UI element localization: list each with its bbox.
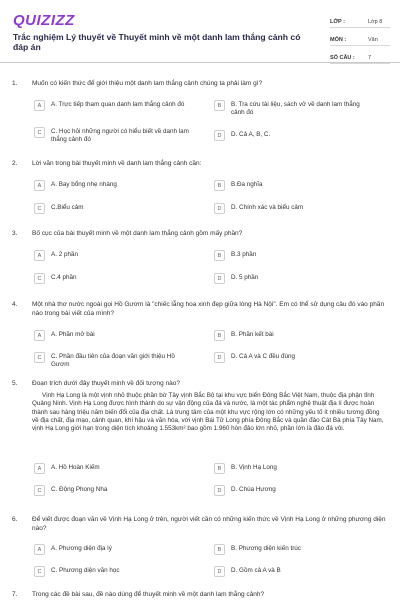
option-text: A. Phần mở bài — [51, 331, 95, 338]
option-d[interactable] — [214, 203, 371, 214]
option-text: A. Bay bổng nhẹ nhàng — [51, 181, 117, 188]
option-letter: B — [214, 250, 225, 261]
question-text: Trong các đề bài sau, đề nào dùng để thuyết minh về một danh lam thắng cảnh? — [32, 591, 265, 598]
option-letter: A — [34, 463, 45, 474]
option-text: A. Hồ Hoàn Kiếm — [51, 464, 100, 471]
option-a[interactable] — [34, 180, 191, 191]
question-number: 4. — [12, 301, 18, 308]
option-text: D. Cả A và C đều đúng — [231, 353, 296, 360]
option-b[interactable] — [214, 544, 371, 555]
question-number: 7. — [12, 591, 18, 598]
question-number: 5. — [12, 380, 18, 387]
option-letter: A — [34, 330, 45, 341]
meta-value: 7 — [368, 55, 372, 61]
option-d[interactable] — [214, 273, 371, 284]
option-letter: C — [34, 566, 45, 577]
option-text: D. Gồm cả A và B — [231, 567, 281, 574]
option-text: C. Phần đầu tiên của đoạn văn giới thiệu Hồ Gươm — [51, 353, 175, 368]
option-text: D. Chính xác và biểu cảm — [231, 204, 304, 211]
option-text: A. Trực tiếp tham quan danh lam thắng cảnh đó — [51, 101, 185, 108]
option-text: C. Động Phong Nha — [51, 486, 108, 493]
question-number: 1. — [12, 80, 18, 87]
option-letter: D — [214, 130, 225, 141]
option-letter: B — [214, 463, 225, 474]
question-text: Lời văn trong bài thuyết minh về danh lam thắng cảnh cần: — [32, 160, 202, 167]
meta-value: Lớp 8 — [368, 19, 383, 25]
quizizz-logo: QUIZIZZ — [13, 12, 75, 29]
option-letter: A — [34, 100, 45, 111]
worksheet-meta — [330, 12, 390, 66]
option-d[interactable] — [214, 485, 371, 496]
option-letter: C — [34, 127, 45, 138]
option-c[interactable] — [34, 203, 191, 214]
meta-key: MÔN : — [330, 37, 347, 43]
option-c[interactable] — [34, 566, 191, 577]
meta-value: Văn — [368, 37, 378, 43]
question-number: 3. — [12, 230, 18, 237]
header-divider — [0, 62, 400, 63]
question-text: Để viết được đoạn văn về Vịnh Hạ Long ở trên, người viết cần có những kiến thức về Vịnh Hạ Long ở những phương diện nào? — [32, 516, 386, 532]
option-letter: D — [214, 352, 225, 363]
option-letter: B — [214, 544, 225, 555]
meta-key: SỐ CÂU : — [330, 55, 355, 61]
question-number: 6. — [12, 516, 18, 523]
meta-row-subject — [330, 30, 390, 46]
meta-row-class — [330, 12, 390, 28]
option-a[interactable] — [34, 250, 191, 261]
option-letter: C — [34, 203, 45, 214]
option-text: C. Học hỏi những người có hiểu biết về danh lam thắng cảnh đó — [51, 128, 189, 143]
option-b[interactable] — [214, 180, 371, 191]
question-text: Bố cục của bài thuyết minh về một danh lam thắng cảnh gồm mấy phần? — [32, 230, 243, 237]
option-b[interactable] — [214, 100, 371, 117]
option-text: A. Phương diện địa lý — [51, 545, 112, 552]
meta-key: LỚP : — [330, 19, 345, 25]
option-d[interactable] — [214, 352, 371, 363]
option-letter: D — [214, 203, 225, 214]
option-a[interactable] — [34, 100, 191, 111]
option-d[interactable] — [214, 566, 371, 577]
option-text: B.3 phần — [231, 251, 257, 258]
option-text: C.4 phần — [51, 274, 77, 281]
option-text: B. Phần kết bài — [231, 331, 274, 338]
option-text: C.Biểu cảm — [51, 204, 84, 211]
option-a[interactable] — [34, 463, 191, 474]
option-b[interactable] — [214, 250, 371, 261]
option-text: D. Chùa Hương — [231, 486, 276, 493]
question-text: Muốn có kiến thức để giới thiệu một danh lam thắng cảnh chúng ta phải làm gì? — [32, 80, 263, 87]
option-a[interactable] — [34, 544, 191, 555]
option-letter: C — [34, 485, 45, 496]
question-text: Đoạn trích dưới đây thuyết minh về đối tượng nào? — [32, 380, 181, 387]
option-letter: A — [34, 250, 45, 261]
option-text: D. 5 phần — [231, 274, 259, 281]
reading-passage: Vịnh Hạ Long là một vịnh nhỏ thuộc phần bờ Tây vịnh Bắc Bộ tại khu vực biển Đông Bắc Việt Nam, thuộc địa phận tỉnh Quảng Ninh. Vịnh Hạ Long được hình thành do sự vận động của đá và nước, là một tác phẩm nghệ thuật địa lí được hoàn thành sau hàng triệu năm biến đổi của địa chất. Là trung tâm của một khu vực rộng lớn có những yếu tố ít nhiều tương đồng về địa chất, địa mạo, cảnh quan, khí hậu và văn hóa, với vịnh Bái Tử Long phía Đông Bắc và quần đảo Cát Bà phía Tây Nam, vịnh Hạ Long giới hạn trong diện tích khoảng 1.553km² bao gồm 1.960 hòn đảo lớn nhỏ, phần lớn là đảo đá vôi. — [32, 392, 384, 433]
option-letter: B — [214, 100, 225, 111]
option-letter: D — [214, 273, 225, 284]
option-text: B. Tra cứu tài liệu, sách vở về danh lam thắng cảnh đó — [231, 101, 360, 116]
question-text: Một nhà thơ nước ngoài gọi Hồ Gươm là "chiếc lẵng hoa xinh đẹp giữa lòng Hà Nội". Em có thể sử dụng câu đó vào phần nào trong bài viết của mình? — [32, 301, 385, 317]
option-text: A. 2 phần — [51, 251, 78, 258]
option-b[interactable] — [214, 330, 371, 341]
option-c[interactable] — [34, 127, 191, 144]
option-letter: B — [214, 330, 225, 341]
option-letter: C — [34, 273, 45, 284]
option-letter: C — [34, 352, 45, 363]
option-b[interactable] — [214, 463, 371, 474]
option-a[interactable] — [34, 330, 191, 341]
worksheet-title: Trắc nghiệm Lý thuyết về Thuyết minh về một danh lam thắng cảnh có đáp án — [13, 32, 301, 52]
option-c[interactable] — [34, 273, 191, 284]
option-text: B. Phương diện kiến trúc — [231, 545, 301, 552]
option-d[interactable] — [214, 130, 371, 141]
option-c[interactable] — [34, 352, 191, 369]
option-letter: D — [214, 485, 225, 496]
option-letter: D — [214, 566, 225, 577]
option-text: B.Đa nghĩa — [231, 181, 263, 188]
question-number: 2. — [12, 160, 18, 167]
option-text: D. Cả A, B, C. — [231, 131, 271, 138]
option-text: C. Phương diện văn học — [51, 567, 120, 574]
option-letter: B — [214, 180, 225, 191]
option-letter: A — [34, 180, 45, 191]
worksheet-header — [0, 0, 400, 62]
option-letter: A — [34, 544, 45, 555]
option-text: B. Vịnh Hạ Long — [231, 464, 277, 471]
option-c[interactable] — [34, 485, 191, 496]
